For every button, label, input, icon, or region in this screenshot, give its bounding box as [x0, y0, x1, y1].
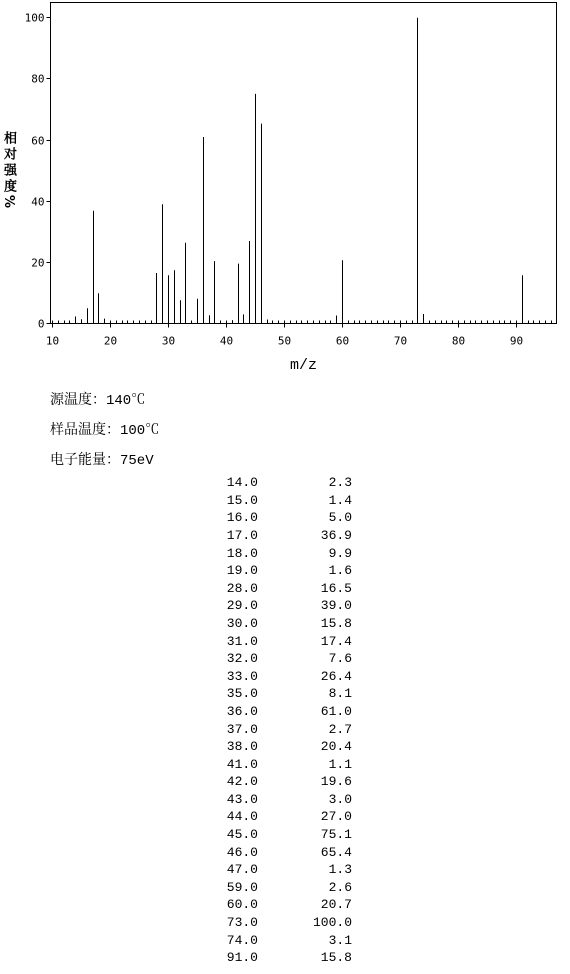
- x-axis-label: m/z: [289, 357, 318, 374]
- intensity-cell: 65.4: [320, 844, 352, 860]
- table-row: [200, 826, 352, 844]
- table-row: [200, 844, 352, 862]
- mz-cell: 47.0: [226, 862, 258, 878]
- intensity-cell: 1.3: [328, 862, 352, 878]
- y-tick-label: 100: [24, 11, 45, 25]
- x-tick-label: 60: [335, 334, 350, 348]
- sample-temperature-label: 样品温度：: [50, 423, 120, 439]
- y-tick-label: 40: [31, 195, 45, 209]
- mz-cell: 44.0: [226, 809, 258, 825]
- table-row: [200, 879, 352, 897]
- intensity-cell: 39.0: [320, 598, 352, 614]
- intensity-cell: 3.0: [328, 791, 352, 807]
- x-tick-label: 80: [451, 334, 466, 348]
- y-tick-label: 60: [31, 134, 45, 148]
- mz-cell: 35.0: [226, 686, 258, 702]
- table-row: [200, 773, 352, 791]
- intensity-cell: 2.7: [328, 721, 352, 737]
- source-temperature-label: 源温度：: [50, 393, 106, 409]
- mz-cell: 18.0: [226, 545, 258, 561]
- mz-cell: 16.0: [226, 510, 258, 526]
- table-row: [200, 527, 352, 545]
- y-axis-label: 相对强度%: [1, 131, 16, 212]
- table-row: [200, 932, 352, 950]
- table-row: [200, 896, 352, 914]
- x-tick-label: 90: [509, 334, 524, 348]
- mz-cell: 19.0: [226, 563, 258, 579]
- mz-cell: 14.0: [226, 475, 258, 491]
- mz-cell: 31.0: [226, 633, 258, 649]
- electron-energy-value: 75eV: [120, 453, 154, 469]
- table-row: [200, 474, 352, 492]
- source-temperature: [50, 386, 159, 416]
- intensity-cell: 1.6: [328, 563, 352, 579]
- x-axis: [46, 324, 523, 348]
- mz-cell: 17.0: [226, 527, 258, 543]
- table-row: [200, 808, 352, 826]
- electron-energy-label: 电子能量：: [50, 453, 120, 469]
- mass-spectrum-chart: [0, 0, 570, 380]
- table-row: [200, 756, 352, 774]
- mz-cell: 73.0: [226, 915, 258, 931]
- table-row: [200, 703, 352, 721]
- intensity-cell: 16.5: [320, 580, 352, 596]
- spectrum-plot: [0, 0, 570, 380]
- intensity-cell: 1.1: [328, 756, 352, 772]
- intensity-cell: 26.4: [320, 668, 352, 684]
- acquisition-conditions: [50, 386, 159, 476]
- mz-cell: 60.0: [226, 897, 258, 913]
- table-row: [200, 650, 352, 668]
- table-row: [200, 509, 352, 527]
- peak-table: [200, 474, 352, 967]
- x-tick-label: 30: [161, 334, 176, 348]
- table-row: [200, 791, 352, 809]
- intensity-cell: 2.3: [328, 475, 352, 491]
- y-axis: [25, 12, 51, 331]
- table-row: [200, 633, 352, 651]
- table-row: [200, 545, 352, 563]
- table-row: [200, 738, 352, 756]
- table-row: [200, 685, 352, 703]
- intensity-cell: 27.0: [320, 809, 352, 825]
- table-row: [200, 580, 352, 598]
- mz-cell: 36.0: [226, 703, 258, 719]
- mz-cell: 74.0: [226, 932, 258, 948]
- mz-cell: 37.0: [226, 721, 258, 737]
- sample-temperature-value: 100℃: [120, 423, 160, 439]
- x-tick-label: 20: [103, 334, 118, 348]
- mz-cell: 38.0: [226, 739, 258, 755]
- mz-cell: 30.0: [226, 615, 258, 631]
- mz-cell: 91.0: [226, 950, 258, 966]
- intensity-cell: 75.1: [320, 827, 352, 843]
- table-row: [200, 615, 352, 633]
- table-row: [200, 914, 352, 932]
- table-row: [200, 562, 352, 580]
- mz-cell: 45.0: [226, 827, 258, 843]
- intensity-cell: 19.6: [320, 774, 352, 790]
- intensity-cell: 20.7: [320, 897, 352, 913]
- plot-frame: [51, 3, 557, 324]
- table-row: [200, 861, 352, 879]
- intensity-cell: 5.0: [328, 510, 352, 526]
- intensity-cell: 7.6: [328, 651, 352, 667]
- x-tick-label: 40: [219, 334, 234, 348]
- intensity-cell: 9.9: [328, 545, 352, 561]
- table-row: [200, 949, 352, 967]
- mz-cell: 43.0: [226, 791, 258, 807]
- mz-cell: 28.0: [226, 580, 258, 596]
- intensity-cell: 2.6: [328, 879, 352, 895]
- mz-cell: 59.0: [226, 879, 258, 895]
- y-tick-label: 0: [37, 317, 45, 331]
- x-tick-label: 70: [393, 334, 408, 348]
- source-temperature-value: 140℃: [106, 393, 146, 409]
- intensity-cell: 15.8: [320, 950, 352, 966]
- intensity-cell: 61.0: [320, 703, 352, 719]
- intensity-cell: 15.8: [320, 615, 352, 631]
- mz-cell: 29.0: [226, 598, 258, 614]
- peaks: [76, 18, 523, 324]
- sample-temperature: [50, 416, 159, 446]
- y-tick-label: 20: [31, 256, 45, 270]
- intensity-cell: 3.1: [328, 932, 352, 948]
- electron-energy: [50, 446, 159, 476]
- y-tick-label: 80: [31, 72, 45, 86]
- intensity-cell: 20.4: [320, 739, 352, 755]
- mz-cell: 41.0: [226, 756, 258, 772]
- table-row: [200, 668, 352, 686]
- table-row: [200, 597, 352, 615]
- x-tick-label: 10: [45, 334, 60, 348]
- mz-cell: 46.0: [226, 844, 258, 860]
- mz-cell: 32.0: [226, 651, 258, 667]
- x-tick-label: 50: [277, 334, 292, 348]
- intensity-cell: 8.1: [328, 686, 352, 702]
- mz-cell: 15.0: [226, 492, 258, 508]
- table-row: [200, 492, 352, 510]
- mz-cell: 42.0: [226, 774, 258, 790]
- table-row: [200, 721, 352, 739]
- mz-cell: 33.0: [226, 668, 258, 684]
- intensity-cell: 36.9: [320, 527, 352, 543]
- intensity-cell: 17.4: [320, 633, 352, 649]
- intensity-cell: 1.4: [328, 492, 352, 508]
- intensity-cell: 100.0: [312, 915, 352, 931]
